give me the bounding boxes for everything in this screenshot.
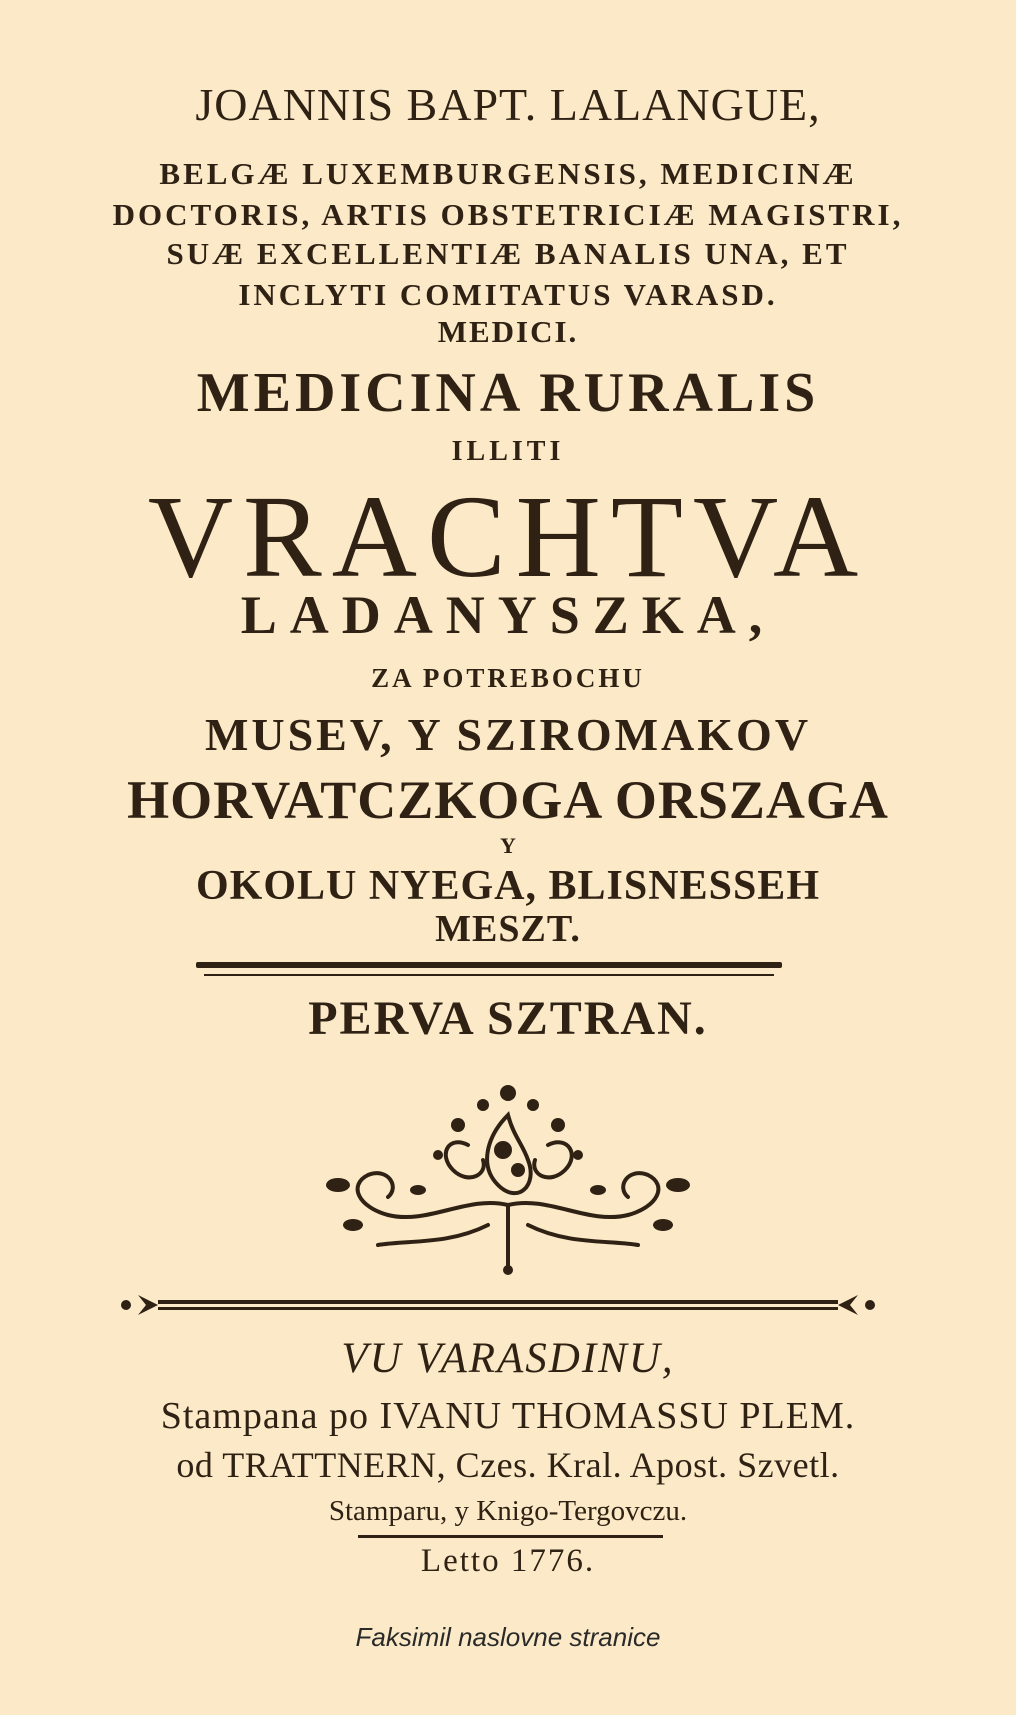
part-title: PERVA SZTRAN. [308,992,708,1045]
author-credentials-line-4: INCLYTI COMITATUS VARASD. [238,277,778,312]
title-vrachtva: VRACHTVA [147,471,869,602]
floral-ornament-icon [318,1075,698,1275]
imprint-line-2: od TRATTNERN, Czes. Kral. Apost. Szvetl. [176,1445,840,1485]
author-credentials-line-5: MEDICI. [437,314,579,349]
decorative-border-icon [118,1290,878,1320]
title-illiti: ILLITI [451,436,565,467]
imprint-rule [358,1535,663,1538]
purpose-line-3: HORVATCZKOGA ORSZAGA [127,770,889,830]
imprint-line-3: Stamparu, y Knigo-Tergovczu. [328,1495,688,1527]
imprint-line-1: Stampana po IVANU THOMASSU PLEM. [160,1395,856,1437]
double-rule-bottom [204,974,774,976]
author-credentials-line-3: SUÆ EXCELLENTIÆ BANALIS UNA, ET [166,236,850,271]
purpose-line-4: Y [500,833,516,858]
facsimile-caption: Faksimil naslovne stranice [355,1622,661,1652]
author-name: JOANNIS BAPT. LALANGUE, [195,79,821,130]
purpose-line-6: MESZT. [435,908,581,950]
publication-year: Letto 1776. [420,1543,596,1579]
purpose-line-1: ZA POTREBOCHU [371,663,645,693]
author-credentials-line-1: BELGÆ LUXEMBURGENSIS, MEDICINÆ [159,156,857,191]
title-medicina-ruralis: MEDICINA RURALIS [196,362,820,424]
purpose-line-5: OKOLU NYEGA, BLISNESSEH [195,863,820,909]
author-credentials-line-2: DOCTORIS, ARTIS OBSTETRICIÆ MAGISTRI, [112,197,904,232]
double-rule-top [196,962,782,968]
imprint-place: VU VARASDINU, [341,1335,675,1382]
purpose-line-2: MUSEV, Y SZIROMAKOV [204,709,812,760]
title-ladanyszka: LADANYSZKA, [240,585,776,645]
